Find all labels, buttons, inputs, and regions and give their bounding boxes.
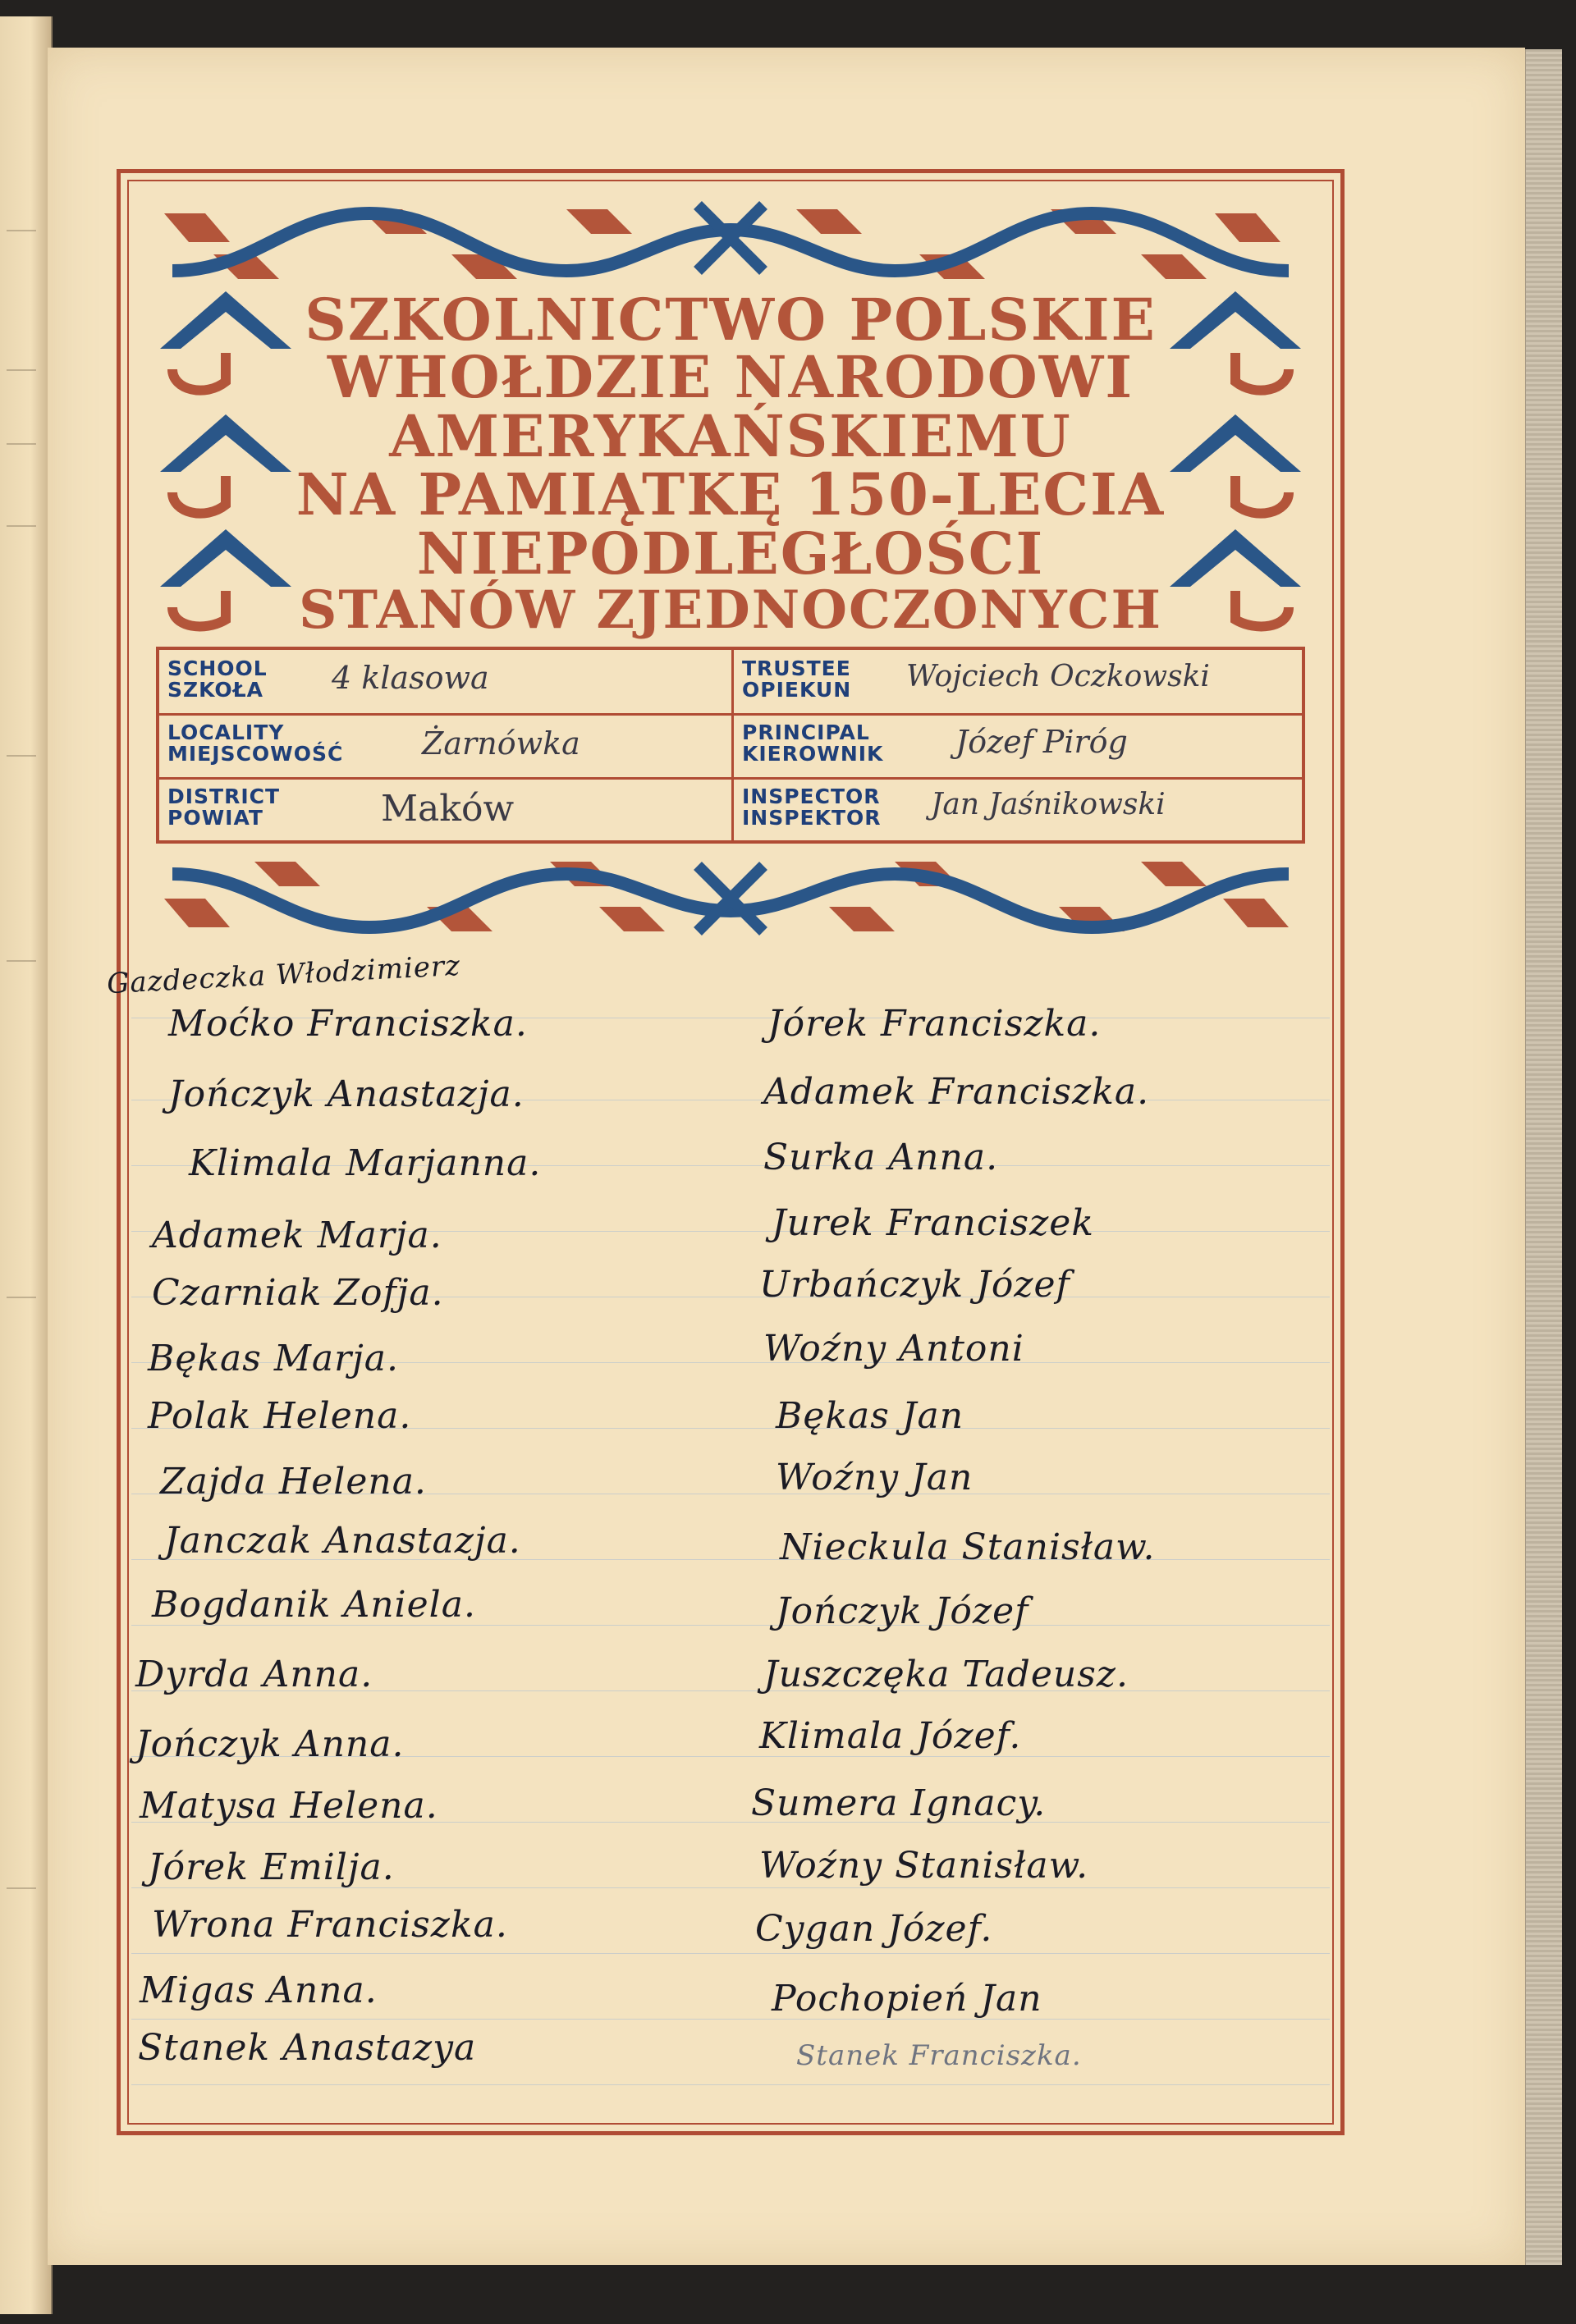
inspector-label-en: INSPECTOR	[742, 785, 881, 808]
principal-label-en: PRINCIPAL	[742, 721, 870, 744]
signature-right-10: Jończyk Józef	[776, 1590, 1029, 1632]
signature-left-11: Dyrda Anna.	[135, 1654, 373, 1695]
bottom-wave-ornament	[156, 849, 1305, 940]
signature-right-3: Surka Anna.	[763, 1137, 999, 1178]
signature-right-17: Stanek Franciszka.	[796, 2039, 1082, 2072]
title-line-5: NIEPODLEGŁOŚCI	[416, 519, 1045, 588]
previous-page-ink-mark	[7, 755, 36, 757]
trustee-label-en: TRUSTEE	[742, 656, 851, 680]
right-side-ornament	[1166, 283, 1305, 636]
previous-page-ink-mark	[7, 960, 36, 962]
signature-left-16: Migas Anna.	[140, 1969, 378, 2011]
trustee-label-pl: OPIEKUN	[742, 678, 852, 702]
school-label-en: SCHOOL	[167, 656, 268, 680]
signature-right-5: Urbańczyk Józef	[759, 1264, 1070, 1306]
principal-cell	[734, 716, 1302, 780]
signature-left-12: Jończyk Anna.	[135, 1723, 405, 1765]
title-line-4: NA PAMIĄTKĘ 150-LECIA	[296, 460, 1166, 528]
signature-right-9: Nieckula Stanisław.	[780, 1526, 1156, 1568]
signature-right-1: Jórek Franciszka.	[767, 1003, 1102, 1045]
signature-left-4: Adamek Marja.	[152, 1215, 442, 1256]
principal-label-pl: KIEROWNIK	[742, 742, 884, 766]
locality-value: Żarnówka	[422, 725, 580, 762]
signature-left-2: Jończyk Anastazja.	[168, 1073, 525, 1115]
signature-left-5: Czarniak Zofja.	[152, 1272, 444, 1314]
signature-left-6: Bękas Marja.	[148, 1338, 400, 1379]
signature-left-10: Bogdanik Aniela.	[152, 1584, 476, 1626]
signature-left-1: Moćko Franciszka.	[168, 1003, 528, 1045]
signature-right-14: Woźny Stanisław.	[759, 1845, 1089, 1887]
school-label-pl: SZKOŁA	[167, 678, 264, 702]
previous-page-ink-mark	[7, 1887, 36, 1889]
principal-value: Józef Piróg	[955, 724, 1128, 760]
title-line-1: SZKOLNICTWO POLSKIE	[305, 286, 1157, 354]
signature-right-16: Pochopień Jan	[772, 1978, 1042, 2020]
school-value: 4 klasowa	[332, 660, 489, 696]
inspector-cell	[734, 780, 1302, 840]
signature-right-4: Jurek Franciszek	[772, 1202, 1095, 1244]
locality-label-pl: MIEJSCOWOŚĆ	[167, 742, 344, 766]
signature-left-7: Polak Helena.	[148, 1395, 412, 1437]
signature-header: Gazdeczka Włodzimierz	[106, 949, 462, 1001]
trustee-cell	[734, 650, 1302, 716]
trustee-value: Wojciech Oczkowski	[906, 660, 1210, 693]
top-wave-ornament	[156, 197, 1305, 287]
district-label-pl: POWIAT	[167, 806, 263, 830]
signature-left-14: Jórek Emilja.	[148, 1846, 395, 1888]
signature-left-17: Stanek Anastazya	[138, 2027, 477, 2069]
signature-left-13: Matysa Helena.	[140, 1785, 438, 1827]
title-line-2: WHOŁDZIE NARODOWI	[327, 343, 1134, 411]
signature-right-2: Adamek Franciszka.	[763, 1071, 1150, 1113]
school-info-table	[156, 647, 1305, 844]
school-cell	[159, 650, 734, 716]
signature-right-15: Cygan Józef.	[755, 1908, 993, 1950]
left-side-ornament	[156, 283, 296, 636]
signature-right-13: Sumera Ignacy.	[751, 1782, 1047, 1824]
previous-page-ink-mark	[7, 525, 36, 527]
signature-left-8: Zajda Helena.	[160, 1461, 427, 1503]
cloth-binding-edge	[1525, 49, 1562, 2265]
district-value: Maków	[381, 788, 515, 830]
signature-right-11: Juszczęka Tadeusz.	[763, 1654, 1129, 1695]
signature-right-8: Woźny Jan	[776, 1457, 974, 1498]
signature-right-12: Klimala Józef.	[759, 1715, 1022, 1757]
previous-page-ink-mark	[7, 369, 36, 371]
previous-page-ink-mark	[7, 230, 36, 231]
district-label-en: DISTRICT	[167, 785, 281, 808]
district-cell	[159, 780, 734, 840]
locality-label-en: LOCALITY	[167, 721, 285, 744]
previous-page-ink-mark	[7, 1297, 36, 1298]
title-line-3: AMERYKAŃSKIEMU	[389, 402, 1072, 470]
inspector-label-pl: INSPEKTOR	[742, 806, 882, 830]
signature-left-3: Klimala Marjanna.	[189, 1142, 542, 1184]
signature-left-9: Janczak Anastazja.	[164, 1520, 521, 1562]
locality-cell	[159, 716, 734, 780]
signature-right-6: Woźny Antoni	[763, 1328, 1024, 1370]
title-line-6: STANÓW ZJEDNOCZONYCH	[299, 579, 1162, 641]
previous-page-edge	[0, 16, 53, 2314]
signature-right-7: Bękas Jan	[776, 1395, 964, 1437]
inspector-value: Jan Jaśnikowski	[931, 788, 1166, 821]
previous-page-ink-mark	[7, 443, 36, 445]
signature-left-15: Wrona Franciszka.	[152, 1904, 508, 1946]
